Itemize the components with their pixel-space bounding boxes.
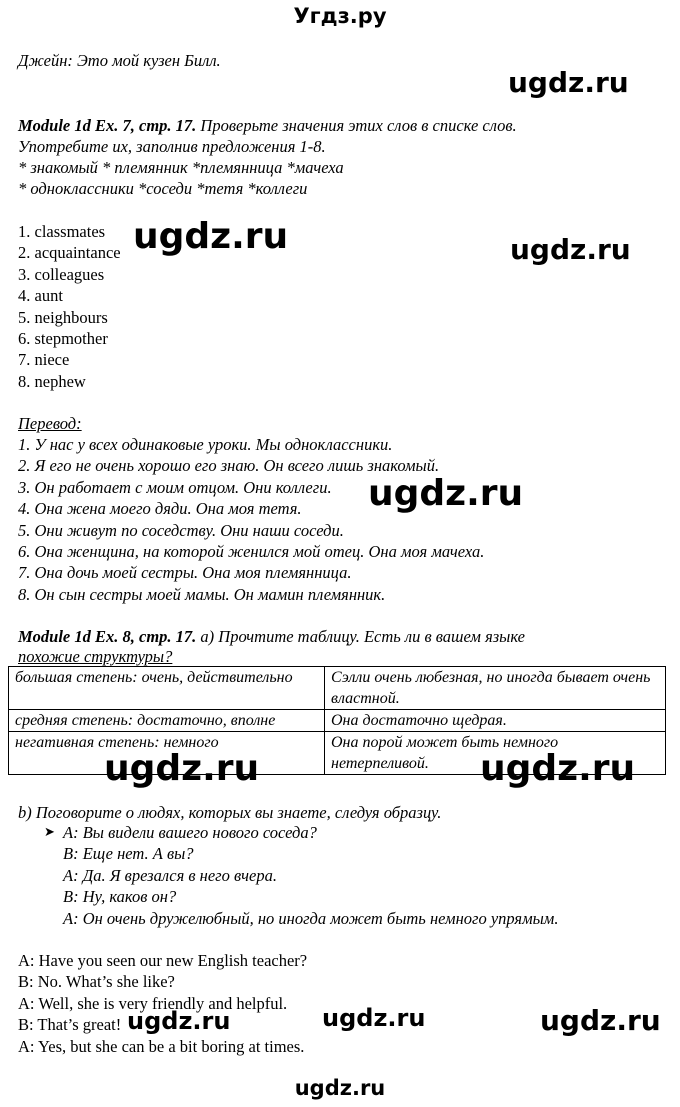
list-item: A: Вы видели вашего нового соседа? — [63, 823, 317, 842]
ex7-words-2: * одноклассники *соседи *тетя *коллеги — [18, 179, 308, 198]
list-item: 6. Она женщина, на которой женился мой отец. Она моя мачеха. — [18, 541, 485, 561]
ex7-ref: Module 1d Ex. 7, стр. 17. — [18, 116, 197, 135]
ex7-instruction: Проверьте значения этих слов в списке слов. — [200, 116, 517, 135]
ex8-heading — [18, 626, 525, 647]
list-item: 1. classmates — [18, 222, 106, 241]
watermark: ugdz.ru — [127, 1007, 231, 1035]
arrow-bullet-icon: ➤ — [44, 825, 55, 840]
table-row — [9, 732, 666, 775]
list-item: 8. Он сын сестры моей мамы. Он мамин племянник. — [18, 584, 386, 604]
list-item: 4. Она жена моего дяди. Она моя тетя. — [18, 499, 302, 519]
table-cell: большая степень: очень, действительно — [9, 667, 325, 710]
list-item: 6. stepmother — [18, 328, 108, 348]
watermark: ugdz.ru — [480, 748, 636, 789]
list-item: A: Он очень дружелюбный, но иногда может быть немного упрямым. — [63, 908, 559, 928]
list-item: 4. aunt — [18, 286, 63, 306]
list-item: A: Have you seen our new English teacher? — [18, 951, 308, 970]
ex8-ref: Module 1d Ex. 8, стр. 17. — [18, 627, 197, 646]
dialog-ru — [63, 822, 558, 929]
list-item: 1. У нас у всех одинаковые уроки. Мы одноклассники. — [18, 435, 393, 454]
table-row — [9, 710, 666, 732]
table-cell: средняя степень: достаточно, вполне — [9, 710, 325, 732]
answers-list — [18, 221, 121, 392]
list-item: 8. nephew — [18, 371, 86, 391]
table-cell: Она порой может быть немного нетерпеливой. — [325, 732, 666, 775]
list-item: 3. colleagues — [18, 264, 105, 284]
list-item: B: No. What’s she like? — [18, 972, 175, 992]
ex8-task-a-2: похожие структуры? — [18, 647, 173, 666]
ex7-words-1: * знакомый * племянник *племянница *мачеха — [18, 158, 344, 177]
list-item: A: Yes, but she can be a bit boring at times. — [18, 1036, 305, 1056]
intro-line: Джейн: Это мой кузен Билл. — [18, 51, 221, 70]
list-item: A: Well, she is very friendly and helpful. — [18, 993, 288, 1013]
list-item: 7. Она дочь моей сестры. Она моя племянница. — [18, 563, 352, 583]
watermark: ugdz.ru — [322, 1004, 426, 1032]
list-item: 7. niece — [18, 350, 70, 370]
list-item: B: Еще нет. А вы? — [63, 844, 194, 864]
table-cell: Она достаточно щедрая. — [325, 710, 666, 732]
list-item: 5. Они живут по соседству. Они наши соседи. — [18, 520, 344, 540]
table-cell: негативная степень: немного — [9, 732, 325, 775]
list-item: B: Ну, каков он? — [63, 887, 177, 907]
watermark: ugdz.ru — [540, 1004, 661, 1037]
table-row — [9, 667, 666, 710]
translation-heading: Перевод: — [18, 414, 82, 433]
list-item: 2. Я его не очень хорошо его знаю. Он всего лишь знакомый. — [18, 456, 440, 476]
degree-table — [8, 666, 666, 775]
list-item: B: That’s great! — [18, 1015, 122, 1035]
watermark: ugdz.ru — [510, 233, 631, 266]
footer-watermark: ugdz.ru — [294, 1076, 386, 1100]
list-item: 5. neighbours — [18, 307, 108, 327]
ex8-task-b: b) Поговорите о людях, которых вы знаете, следуя образцу. — [18, 803, 442, 822]
translation-list — [18, 434, 484, 605]
ex8-task-a: а) Прочтите таблицу. Есть ли в вашем языке — [200, 627, 525, 646]
ex7-heading — [18, 115, 517, 136]
watermark: ugdz.ru — [508, 66, 629, 99]
list-item: 2. acquaintance — [18, 243, 121, 263]
watermark: ugdz.ru — [104, 748, 260, 789]
list-item: 3. Он работает с моим отцом. Они коллеги. — [18, 477, 332, 497]
dialog-en — [18, 950, 307, 1057]
ex7-instruction-2: Употребите их, заполнив предложения 1-8. — [18, 137, 326, 156]
table-cell: Сэлли очень любезная, но иногда бывает очень властной. — [325, 667, 666, 710]
site-title: Угдз.ру — [293, 4, 387, 28]
watermark: ugdz.ru — [368, 473, 524, 514]
watermark: ugdz.ru — [133, 216, 289, 257]
list-item: A: Да. Я врезался в него вчера. — [63, 865, 277, 885]
